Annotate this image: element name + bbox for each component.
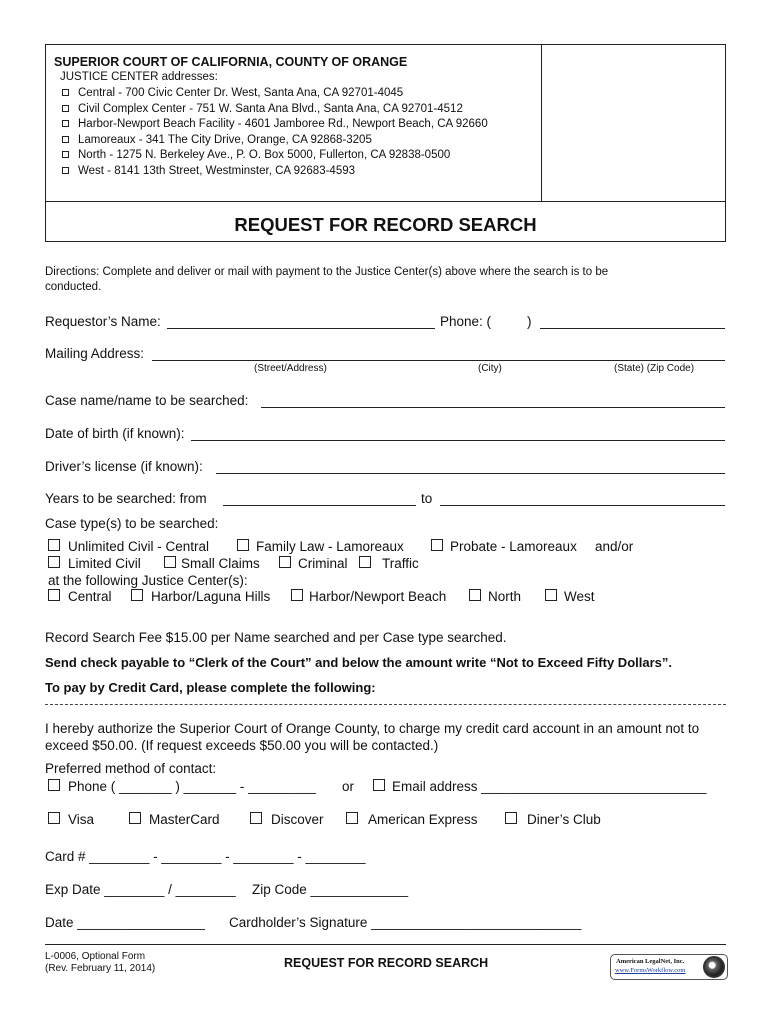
- discover-label: Discover: [271, 812, 324, 827]
- limited-civil-checkbox[interactable]: [48, 556, 60, 568]
- bullet-square-icon: [62, 105, 69, 112]
- years-from-field[interactable]: [223, 505, 416, 506]
- mailing-address-field[interactable]: [152, 360, 725, 361]
- publisher-url[interactable]: www.FormsWorkflow.com: [615, 967, 686, 974]
- amex-label: American Express: [368, 812, 478, 827]
- bullet-square-icon: [62, 89, 69, 96]
- authorization-line-1: I hereby authorize the Superior Court of Orange County, to charge my credit card account in an amount not to: [45, 721, 700, 736]
- footer-title: REQUEST FOR RECORD SEARCH: [284, 956, 489, 970]
- harbor-laguna-checkbox[interactable]: [131, 589, 143, 601]
- contact-email-checkbox[interactable]: [373, 779, 385, 791]
- phone-label: Phone: (: [440, 314, 492, 329]
- bullet-square-icon: [62, 167, 69, 174]
- west-label: West: [564, 589, 595, 604]
- family-law-checkbox[interactable]: [237, 539, 249, 551]
- address-text: Harbor-Newport Beach Facility - 4601 Jamboree Rd., Newport Beach, CA 92660: [78, 118, 488, 131]
- address-text: Lamoreaux - 341 The City Drive, Orange, CA 92868-3205: [78, 133, 372, 146]
- case-types-label: Case type(s) to be searched:: [45, 516, 219, 531]
- west-checkbox[interactable]: [545, 589, 557, 601]
- zip-code-field[interactable]: Zip Code _____________: [252, 882, 409, 897]
- form-title: REQUEST FOR RECORD SEARCH: [234, 214, 537, 235]
- contact-phone-field[interactable]: Phone ( _______ ) _______ - _________: [68, 779, 316, 794]
- address-item: [60, 148, 488, 164]
- central-label: Central: [68, 589, 112, 604]
- contact-email-field[interactable]: Email address ______________________________: [392, 779, 707, 794]
- address-item: [60, 102, 488, 118]
- check-instructions: Send check payable to “Clerk of the Court” and below the amount write “Not to Exceed Fifty Dollars”.: [45, 655, 672, 670]
- requestor-name-field[interactable]: [167, 328, 435, 329]
- address-item: [60, 86, 488, 102]
- address-item: [60, 133, 488, 149]
- following-centers-label: at the following Justice Center(s):: [48, 573, 248, 588]
- date-field[interactable]: Date _________________: [45, 915, 205, 930]
- family-law-label: Family Law - Lamoreaux: [256, 539, 404, 554]
- years-from-label: Years to be searched: from: [45, 491, 207, 506]
- requestor-name-label: Requestor’s Name:: [45, 314, 161, 329]
- mastercard-label: MasterCard: [149, 812, 220, 827]
- bullet-square-icon: [62, 151, 69, 158]
- probate-label: Probate - Lamoreaux: [450, 539, 577, 554]
- form-number: L-0006, Optional Form: [45, 951, 146, 962]
- card-number-field[interactable]: Card # ________ - ________ - ________ - ________: [45, 849, 366, 864]
- exp-date-field[interactable]: Exp Date ________ / ________: [45, 882, 236, 897]
- mastercard-checkbox[interactable]: [129, 812, 141, 824]
- central-checkbox[interactable]: [48, 589, 60, 601]
- criminal-label: Criminal: [298, 556, 348, 571]
- drivers-license-label: Driver’s license (if known):: [45, 459, 203, 474]
- small-claims-checkbox[interactable]: [164, 556, 176, 568]
- signature-field[interactable]: Cardholder’s Signature ____________________________: [229, 915, 582, 930]
- diners-club-checkbox[interactable]: [505, 812, 517, 824]
- directions-line-1: Directions: Complete and deliver or mail with payment to the Justice Center(s) above where the search is to be: [45, 266, 609, 278]
- visa-label: Visa: [68, 812, 95, 827]
- case-name-field[interactable]: [261, 407, 725, 408]
- north-checkbox[interactable]: [469, 589, 481, 601]
- address-text: North - 1275 N. Berkeley Ave., P. O. Box 5000, Fullerton, CA 92838-0500: [78, 149, 451, 162]
- drivers-license-field[interactable]: [216, 473, 725, 474]
- publisher-name: American LegalNet, Inc.: [616, 958, 685, 965]
- dob-field[interactable]: [191, 440, 725, 441]
- criminal-checkbox[interactable]: [279, 556, 291, 568]
- small-claims-label: Small Claims: [181, 556, 260, 571]
- dob-label: Date of birth (if known):: [45, 426, 185, 441]
- fee-text: Record Search Fee $15.00 per Name searched and per Case type searched.: [45, 630, 507, 645]
- diners-club-label: Diner’s Club: [527, 812, 601, 827]
- north-label: North: [488, 589, 522, 604]
- revision-date: (Rev. February 11, 2014): [45, 963, 156, 974]
- amex-checkbox[interactable]: [346, 812, 358, 824]
- address-text: West - 8141 13th Street, Westminster, CA 92683-4593: [78, 164, 356, 177]
- years-to-field[interactable]: [440, 505, 725, 506]
- address-text: Civil Complex Center - 751 W. Santa Ana Blvd., Santa Ana, CA 92701-4512: [78, 102, 463, 115]
- cut-line: [45, 704, 726, 705]
- phone-paren-close: ): [527, 314, 532, 329]
- harbor-laguna-label: Harbor/Laguna Hills: [151, 589, 271, 604]
- unlimited-civil-checkbox[interactable]: [48, 539, 60, 551]
- address-item: [60, 117, 488, 133]
- preferred-contact-label: Preferred method of contact:: [45, 761, 217, 776]
- address-list: [60, 86, 488, 180]
- case-name-label: Case name/name to be searched:: [45, 393, 249, 408]
- publisher-logo: [610, 954, 728, 980]
- justice-center-heading: JUSTICE CENTER addresses:: [60, 71, 218, 83]
- traffic-checkbox[interactable]: [359, 556, 371, 568]
- state-zip-hint: (State) (Zip Code): [614, 363, 695, 374]
- authorization-line-2: exceed $50.00. (If request exceeds $50.00 you will be contacted.): [45, 738, 439, 753]
- harbor-newport-label: Harbor/Newport Beach: [309, 589, 447, 604]
- bullet-square-icon: [62, 136, 69, 143]
- bullet-square-icon: [62, 120, 69, 127]
- years-to-label: to: [421, 491, 433, 506]
- traffic-label: Traffic: [382, 556, 419, 571]
- footer-rule: [45, 944, 726, 945]
- contact-phone-checkbox[interactable]: [48, 779, 60, 791]
- visa-checkbox[interactable]: [48, 812, 60, 824]
- address-item: [60, 164, 488, 180]
- and-or-label: and/or: [595, 539, 634, 554]
- mailing-address-label: Mailing Address:: [45, 346, 145, 361]
- header-divider: [45, 201, 726, 202]
- or-label: or: [342, 779, 355, 794]
- probate-checkbox[interactable]: [431, 539, 443, 551]
- harbor-newport-checkbox[interactable]: [291, 589, 303, 601]
- globe-icon: [703, 956, 725, 978]
- street-hint: (Street/Address): [254, 363, 327, 374]
- limited-civil-label: Limited Civil: [68, 556, 141, 571]
- unlimited-civil-label: Unlimited Civil - Central: [68, 539, 210, 554]
- discover-checkbox[interactable]: [250, 812, 262, 824]
- credit-card-heading: To pay by Credit Card, please complete the following:: [45, 680, 376, 695]
- court-name: SUPERIOR COURT OF CALIFORNIA, COUNTY OF ORANGE: [54, 55, 408, 69]
- city-hint: (City): [478, 363, 502, 374]
- address-text: Central - 700 Civic Center Dr. West, Santa Ana, CA 92701-4045: [78, 87, 404, 99]
- directions-line-2: conducted.: [45, 281, 102, 293]
- phone-field[interactable]: [540, 328, 725, 329]
